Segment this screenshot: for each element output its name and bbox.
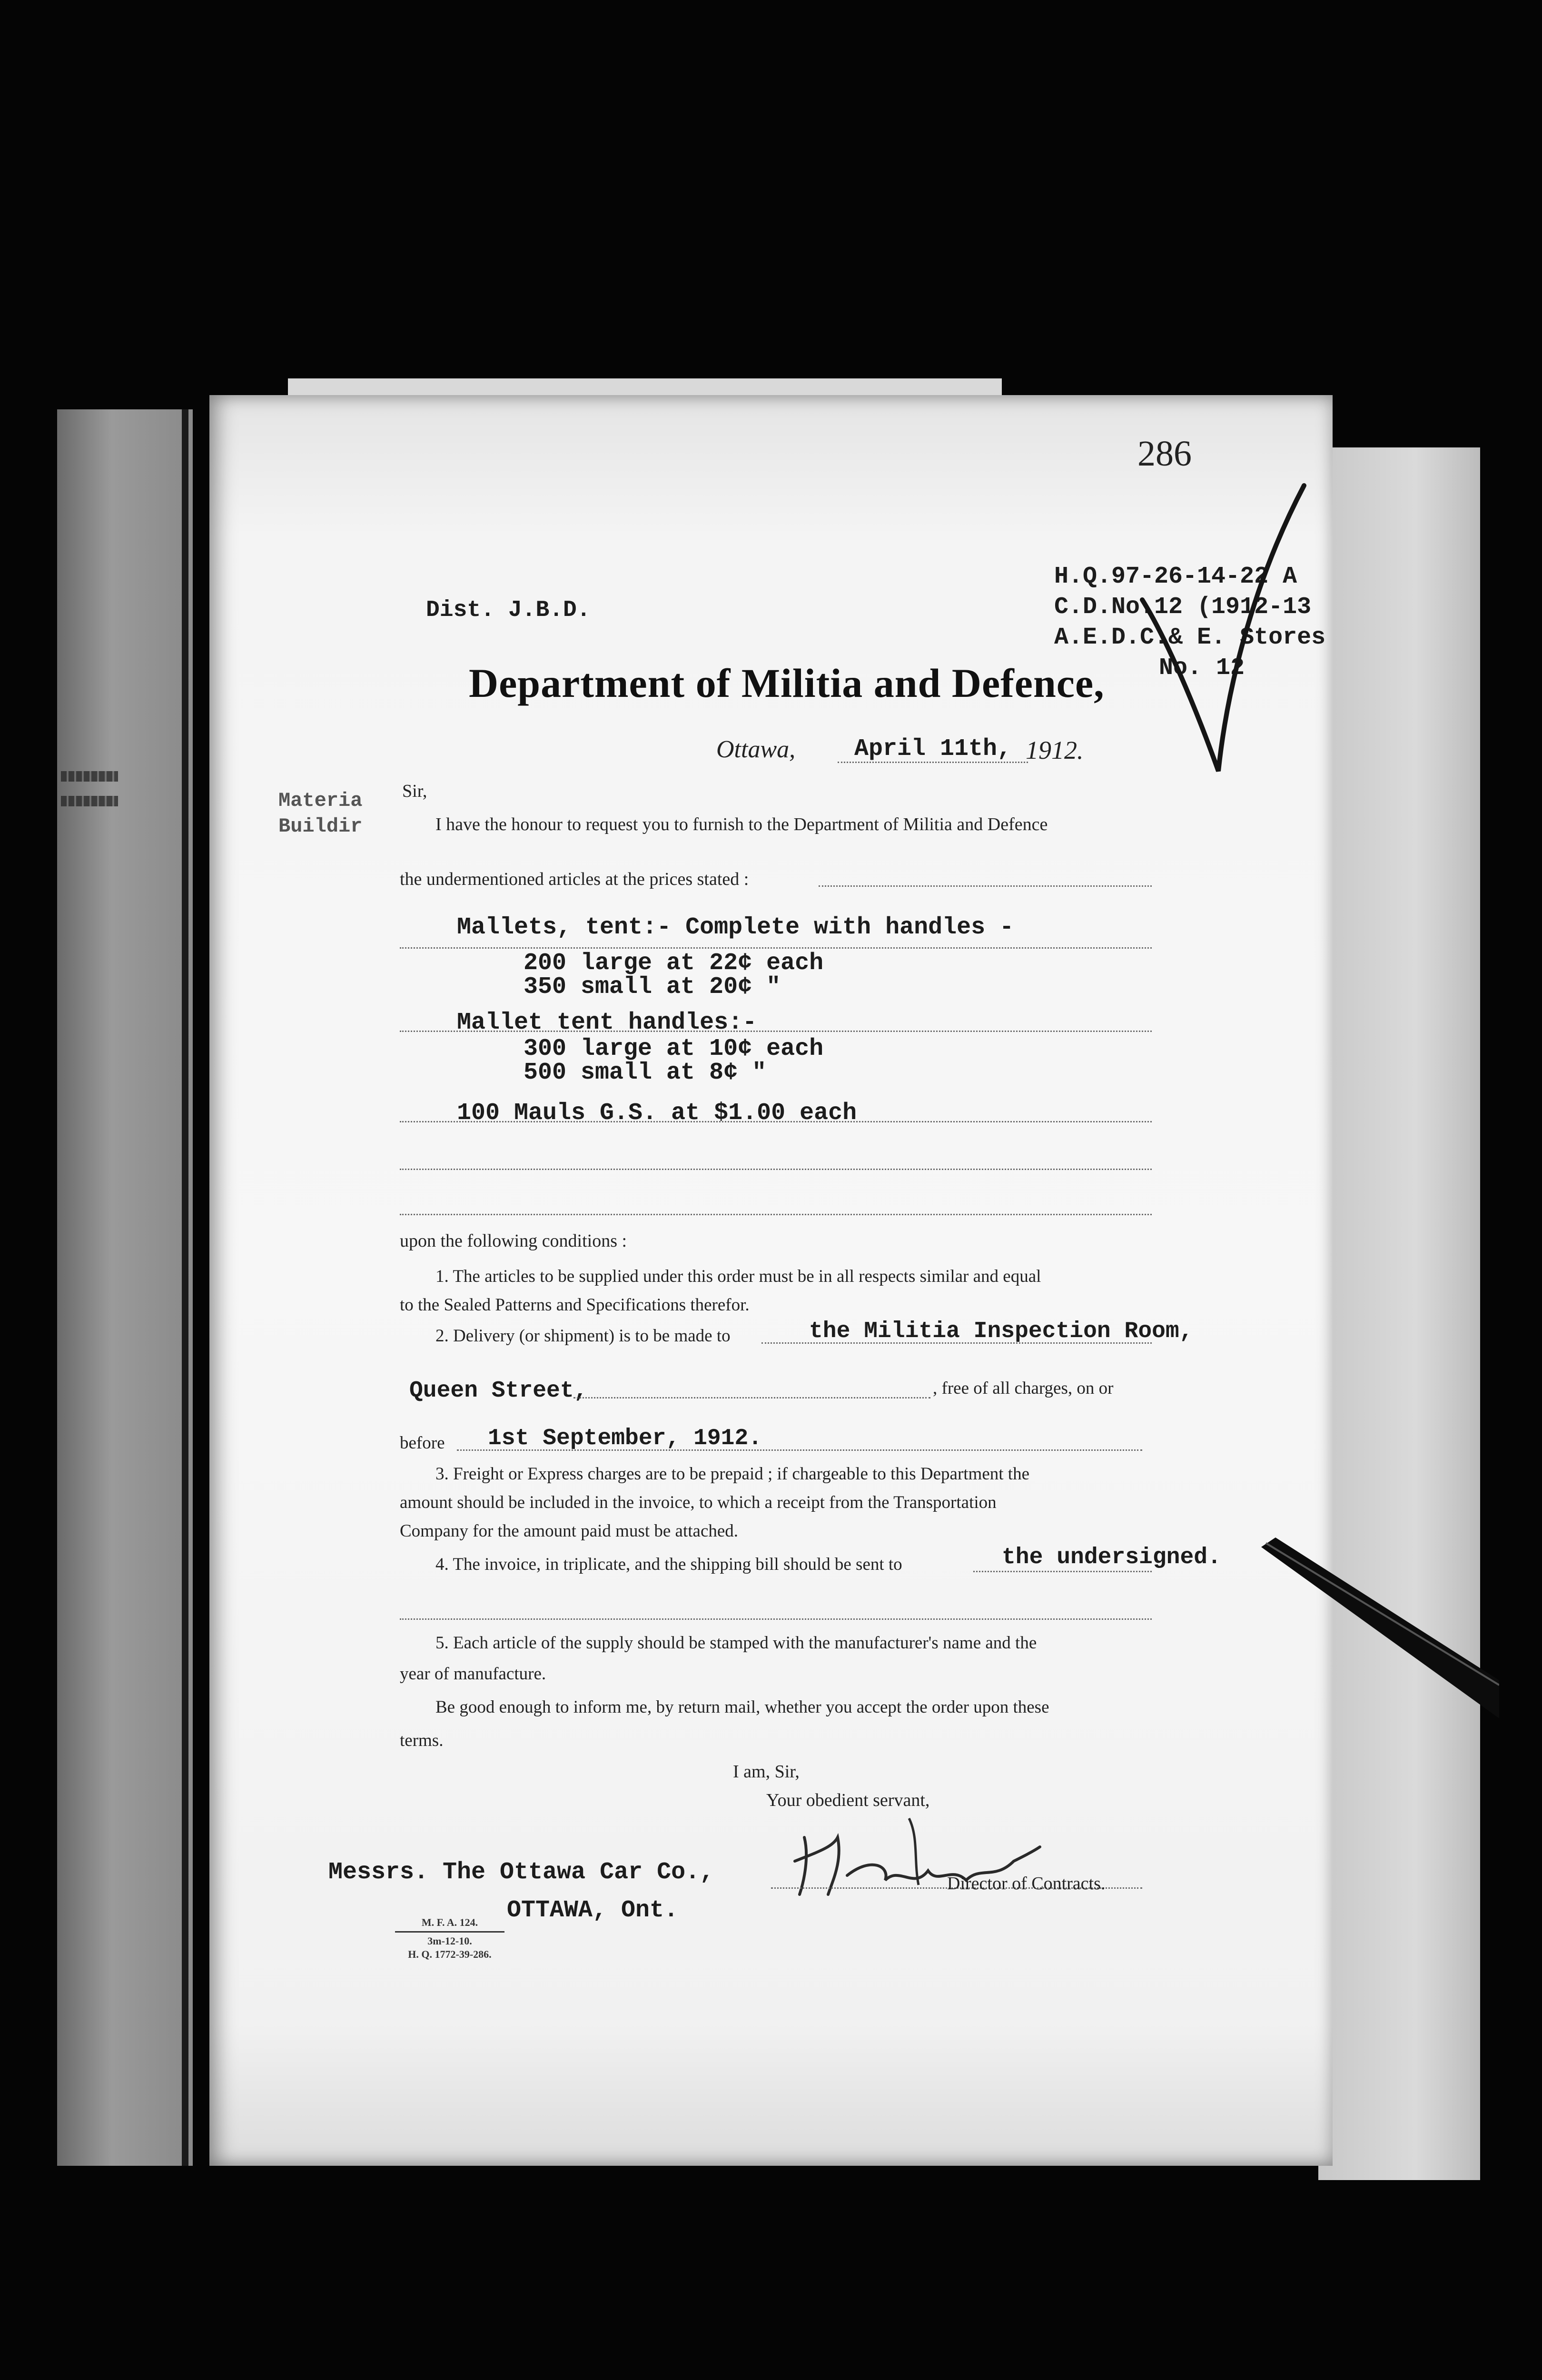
letter-year: 1912. [1026, 736, 1084, 764]
condition-line: Company for the amount paid must be attached. [400, 1521, 739, 1541]
delivery-place: the Militia Inspection Room, [809, 1319, 1193, 1344]
condition-line: to the Sealed Patterns and Specifications therefor. [400, 1295, 750, 1315]
margin-stamp: Materia Buildir [278, 789, 363, 838]
item-rule [400, 947, 1152, 949]
invoice-recipient: the undersigned. [1002, 1545, 1221, 1570]
intro-line: I have the honour to request you to furnish to the Department of Militia and Defence [435, 814, 1048, 834]
item-rule [400, 1214, 1152, 1215]
item-line: 500 small at 8¢ " [524, 1059, 767, 1086]
adjacent-page-margin-note [61, 771, 118, 828]
condition-line: 1. The articles to be supplied under this order must be in all respects similar and equal [435, 1267, 1041, 1286]
addressee-city: OTTAWA, Ont. [507, 1897, 679, 1924]
file-reference-line: H.Q.97-26-14-22 A [1054, 563, 1297, 590]
file-reference-line: A.E.D.C.& E. Stores [1054, 624, 1326, 651]
closing-line: I am, Sir, [733, 1762, 800, 1782]
request-line: terms. [400, 1731, 444, 1750]
salutation: Sir, [402, 781, 427, 801]
item-line: Mallet tent handles:- [457, 1009, 757, 1036]
condition-line: 2. Delivery (or shipment) is to be made to [435, 1326, 731, 1346]
fill-rule [973, 1571, 1152, 1572]
fill-rule [400, 1618, 1152, 1620]
delivery-date: 1st September, 1912. [488, 1426, 762, 1451]
adjacent-page-left [57, 409, 193, 2166]
signature-title: Director of Contracts. [947, 1874, 1106, 1894]
file-reference-line: C.D.No.12 (1912-13 [1054, 594, 1312, 621]
condition-line: amount should be included in the invoice, to which a receipt from the Transportation [400, 1493, 997, 1512]
item-line: Mallets, tent:- Complete with handles - [457, 914, 1014, 941]
conditions-intro: upon the following conditions : [400, 1231, 627, 1251]
department-heading: Department of Militia and Defence, [469, 660, 1105, 706]
page-edge-shadow [182, 409, 188, 2166]
file-reference-line: No. 12 [1159, 654, 1245, 682]
form-code-line: H. Q. 1772-39-286. [408, 1948, 492, 1960]
date-rule [838, 762, 1028, 763]
form-code [395, 1916, 504, 1961]
condition-line: , free of all charges, on or [933, 1378, 1114, 1398]
item-rule [400, 1169, 1152, 1170]
adjacent-page-right [1318, 447, 1480, 2180]
page-number: 286 [1137, 434, 1192, 474]
addressee-name: Messrs. The Ottawa Car Co., [328, 1859, 714, 1886]
item-line: 350 small at 20¢ " [524, 973, 781, 1001]
pencil-overlay [1261, 1537, 1499, 1737]
condition-line: 3. Freight or Express charges are to be prepaid ; if chargeable to this Department the [435, 1464, 1029, 1484]
condition-line: before [400, 1433, 445, 1453]
fill-rule [573, 1397, 930, 1398]
item-line: 300 large at 10¢ each [524, 1035, 824, 1062]
condition-line: 4. The invoice, in triplicate, and the shipping bill should be sent to [435, 1555, 902, 1574]
request-line: Be good enough to inform me, by return mail, whether you accept the order upon these [435, 1697, 1049, 1717]
letter-date: April 11th, [854, 735, 1012, 763]
condition-line: year of manufacture. [400, 1664, 546, 1684]
form-code-line: M. F. A. 124. [421, 1916, 478, 1928]
item-line: 200 large at 22¢ each [524, 950, 824, 977]
closing-line: Your obedient servant, [766, 1790, 930, 1810]
item-line: 100 Mauls G.S. at $1.00 each [457, 1100, 857, 1127]
form-code-line: 3m-12-10. [427, 1935, 472, 1947]
blank-rule [819, 885, 1152, 887]
district-reference: Dist. J.B.D. [426, 597, 591, 623]
delivery-street: Queen Street, [409, 1378, 588, 1404]
intro-line: the undermentioned articles at the prices stated : [400, 869, 749, 889]
pen-check-mark [1085, 481, 1309, 776]
letter-place: Ottawa, [716, 736, 796, 763]
condition-line: 5. Each article of the supply should be stamped with the manufacturer's name and the [435, 1633, 1037, 1653]
